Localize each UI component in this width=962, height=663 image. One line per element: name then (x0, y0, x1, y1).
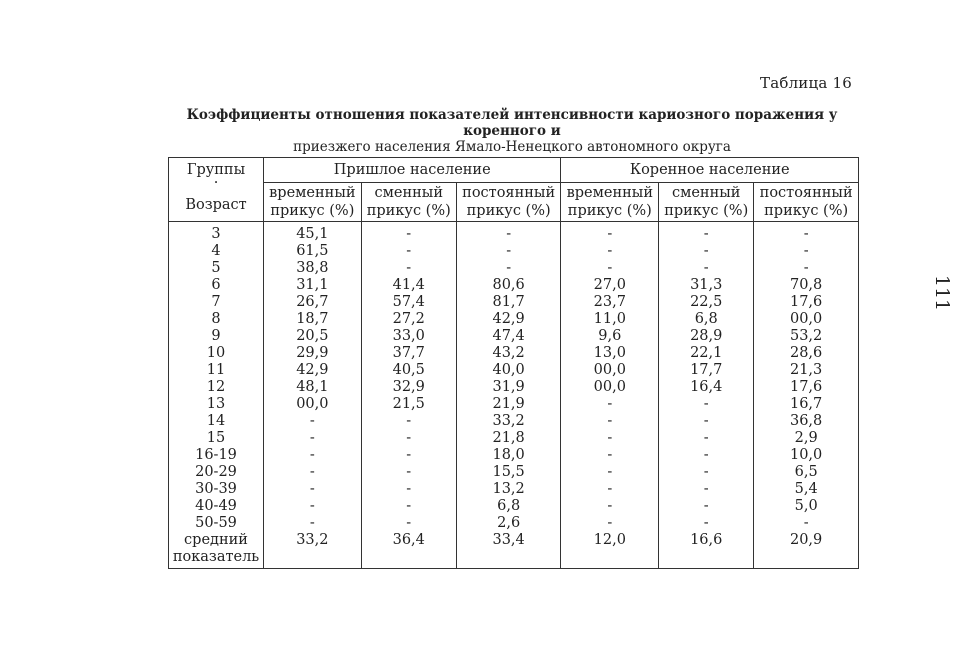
value-cell: 42,9 (456, 311, 561, 328)
table-row (169, 447, 859, 464)
value-cell: - (561, 243, 659, 260)
value-cell: 15,5 (456, 464, 561, 481)
table-caption (150, 107, 874, 155)
value-cell: 29,9 (264, 345, 362, 362)
value-cell: 13,0 (561, 345, 659, 362)
value-cell: 41,4 (361, 277, 456, 294)
table-row (169, 294, 859, 311)
table-row (169, 260, 859, 277)
table-row (169, 243, 859, 260)
value-cell: 17,6 (754, 294, 859, 311)
caption-line-1: Коэффициенты отношения показателей интенсивности кариозного поражения у коренного и (186, 107, 838, 139)
value-cell: 27,2 (361, 311, 456, 328)
value-cell: 18,7 (264, 311, 362, 328)
average-value-cell: 12,0 (561, 532, 659, 569)
value-cell: 6,5 (754, 464, 859, 481)
value-cell: - (659, 498, 754, 515)
value-cell: 43,2 (456, 345, 561, 362)
value-cell: 48,1 (264, 379, 362, 396)
value-cell: - (456, 222, 561, 244)
value-cell: - (361, 430, 456, 447)
value-cell: 22,5 (659, 294, 754, 311)
subheader-row (169, 183, 859, 222)
average-value-cell: 36,4 (361, 532, 456, 569)
value-cell: 33,0 (361, 328, 456, 345)
value-cell: 17,7 (659, 362, 754, 379)
table-row (169, 379, 859, 396)
value-cell: - (659, 260, 754, 277)
age-cell: 7 (169, 294, 264, 311)
caption-line-2: приезжего населения Ямало-Ненецкого автономного округа (293, 139, 731, 155)
value-cell: 31,3 (659, 277, 754, 294)
average-label-label-line2: показатель (172, 549, 260, 565)
table-row (169, 222, 859, 244)
table-row (169, 345, 859, 362)
value-cell: 31,9 (456, 379, 561, 396)
value-cell: 21,9 (456, 396, 561, 413)
value-cell: - (561, 430, 659, 447)
value-cell: 00,0 (754, 311, 859, 328)
table-row (169, 515, 859, 532)
value-cell: - (361, 464, 456, 481)
value-cell: - (561, 464, 659, 481)
table-row (169, 413, 859, 430)
value-cell: - (561, 222, 659, 244)
age-cell: 3 (169, 222, 264, 244)
age-cell: 12 (169, 379, 264, 396)
value-cell: 45,1 (264, 222, 362, 244)
value-cell: 2,9 (754, 430, 859, 447)
value-cell: - (659, 464, 754, 481)
table-row (169, 362, 859, 379)
age-cell: 6 (169, 277, 264, 294)
column-header-line-2: прикус (%) (466, 203, 551, 219)
value-cell: 53,2 (754, 328, 859, 345)
value-cell: - (754, 222, 859, 244)
table-row (169, 430, 859, 447)
table-row (169, 277, 859, 294)
value-cell: 10,0 (754, 447, 859, 464)
value-cell: 16,7 (754, 396, 859, 413)
value-cell: 61,5 (264, 243, 362, 260)
value-cell: - (659, 447, 754, 464)
value-cell: 81,7 (456, 294, 561, 311)
value-cell: - (754, 243, 859, 260)
column-header (561, 183, 659, 222)
value-cell: - (561, 260, 659, 277)
value-cell: - (561, 413, 659, 430)
value-cell: 00,0 (561, 362, 659, 379)
value-cell: 6,8 (456, 498, 561, 515)
side-page-number: 111 (931, 274, 954, 312)
value-cell: - (264, 498, 362, 515)
table-row (169, 328, 859, 345)
value-cell: - (361, 243, 456, 260)
value-cell: - (659, 481, 754, 498)
age-header-label: Возраст (185, 197, 247, 213)
age-cell: 4 (169, 243, 264, 260)
value-cell: 40,5 (361, 362, 456, 379)
value-cell: 17,6 (754, 379, 859, 396)
value-cell: - (561, 498, 659, 515)
value-cell: 5,0 (754, 498, 859, 515)
value-cell: - (361, 222, 456, 244)
value-cell: - (361, 498, 456, 515)
value-cell: - (659, 413, 754, 430)
value-cell: 36,8 (754, 413, 859, 430)
value-cell: - (264, 481, 362, 498)
value-cell: - (754, 260, 859, 277)
value-cell: 22,1 (659, 345, 754, 362)
column-header-line-2: прикус (%) (366, 203, 451, 219)
column-header-line-1: сменный (671, 185, 741, 201)
data-table (168, 157, 859, 569)
groups-header-dot: · (213, 175, 219, 191)
average-value-cell: 20,9 (754, 532, 859, 569)
value-cell: 27,0 (561, 277, 659, 294)
age-cell: 15 (169, 430, 264, 447)
value-cell: 47,4 (456, 328, 561, 345)
average-value-cell: 33,4 (456, 532, 561, 569)
value-cell: - (561, 481, 659, 498)
value-cell: - (361, 447, 456, 464)
age-cell: 20-29 (169, 464, 264, 481)
value-cell: 21,8 (456, 430, 561, 447)
column-header-line-1: сменный (374, 185, 443, 201)
value-cell: 23,7 (561, 294, 659, 311)
column-header (264, 183, 362, 222)
value-cell: 00,0 (264, 396, 362, 413)
value-cell: - (264, 430, 362, 447)
groups-header-label: Группы (186, 162, 246, 178)
column-header-line-1: временный (269, 185, 356, 201)
table-number-label: Таблица 16 (760, 74, 852, 92)
value-cell: 9,6 (561, 328, 659, 345)
age-cell: 8 (169, 311, 264, 328)
value-cell: 37,7 (361, 345, 456, 362)
value-cell: 28,6 (754, 345, 859, 362)
value-cell: - (361, 413, 456, 430)
value-cell: - (561, 515, 659, 532)
age-group-header (169, 158, 264, 222)
value-cell: 80,6 (456, 277, 561, 294)
native-population-header: Коренное население (561, 158, 859, 183)
value-cell: - (659, 222, 754, 244)
value-cell: - (561, 396, 659, 413)
value-cell: 21,5 (361, 396, 456, 413)
table-row (169, 481, 859, 498)
value-cell: 00,0 (561, 379, 659, 396)
table-row (169, 464, 859, 481)
column-header-line-2: прикус (%) (567, 203, 652, 219)
value-cell: 31,1 (264, 277, 362, 294)
table-body (169, 222, 859, 569)
age-cell: 13 (169, 396, 264, 413)
age-cell: 16-19 (169, 447, 264, 464)
value-cell: 18,0 (456, 447, 561, 464)
value-cell: 16,4 (659, 379, 754, 396)
column-header-line-2: прикус (%) (664, 203, 749, 219)
average-label-label-line1: средний (184, 532, 248, 548)
average-value-cell: 33,2 (264, 532, 362, 569)
age-cell: 11 (169, 362, 264, 379)
column-header-line-1: постоянный (759, 185, 853, 201)
table-row (169, 498, 859, 515)
value-cell: 57,4 (361, 294, 456, 311)
value-cell: - (754, 515, 859, 532)
age-cell: 9 (169, 328, 264, 345)
column-header (659, 183, 754, 222)
value-cell: - (659, 430, 754, 447)
value-cell: 11,0 (561, 311, 659, 328)
value-cell: - (361, 260, 456, 277)
age-cell: 30-39 (169, 481, 264, 498)
value-cell: - (264, 464, 362, 481)
value-cell: - (456, 243, 561, 260)
age-cell: 50-59 (169, 515, 264, 532)
value-cell: 42,9 (264, 362, 362, 379)
average-value-cell: 16,6 (659, 532, 754, 569)
column-header-line-2: прикус (%) (764, 203, 849, 219)
value-cell: 13,2 (456, 481, 561, 498)
value-cell: - (456, 260, 561, 277)
age-cell: 14 (169, 413, 264, 430)
value-cell: 21,3 (754, 362, 859, 379)
value-cell: - (361, 481, 456, 498)
value-cell: - (264, 515, 362, 532)
value-cell: 2,6 (456, 515, 561, 532)
value-cell: - (659, 515, 754, 532)
column-header-line-2: прикус (%) (270, 203, 355, 219)
value-cell: 38,8 (264, 260, 362, 277)
value-cell: 40,0 (456, 362, 561, 379)
age-cell: 5 (169, 260, 264, 277)
value-cell: 6,8 (659, 311, 754, 328)
value-cell: 26,7 (264, 294, 362, 311)
value-cell: 28,9 (659, 328, 754, 345)
column-header-line-1: постоянный (462, 185, 556, 201)
value-cell: 33,2 (456, 413, 561, 430)
age-cell: 10 (169, 345, 264, 362)
table-row (169, 396, 859, 413)
value-cell: 20,5 (264, 328, 362, 345)
age-cell: 40-49 (169, 498, 264, 515)
column-header (361, 183, 456, 222)
column-header-line-1: временный (566, 185, 654, 201)
immigrant-population-header: Пришлое население (264, 158, 561, 183)
average-row (169, 532, 859, 569)
value-cell: 5,4 (754, 481, 859, 498)
value-cell: - (659, 243, 754, 260)
value-cell: - (561, 447, 659, 464)
value-cell: - (361, 515, 456, 532)
value-cell: - (264, 447, 362, 464)
value-cell: 32,9 (361, 379, 456, 396)
average-label-cell (169, 532, 264, 569)
column-header (754, 183, 859, 222)
table-row (169, 311, 859, 328)
column-header (456, 183, 561, 222)
value-cell: - (264, 413, 362, 430)
value-cell: 70,8 (754, 277, 859, 294)
value-cell: - (659, 396, 754, 413)
